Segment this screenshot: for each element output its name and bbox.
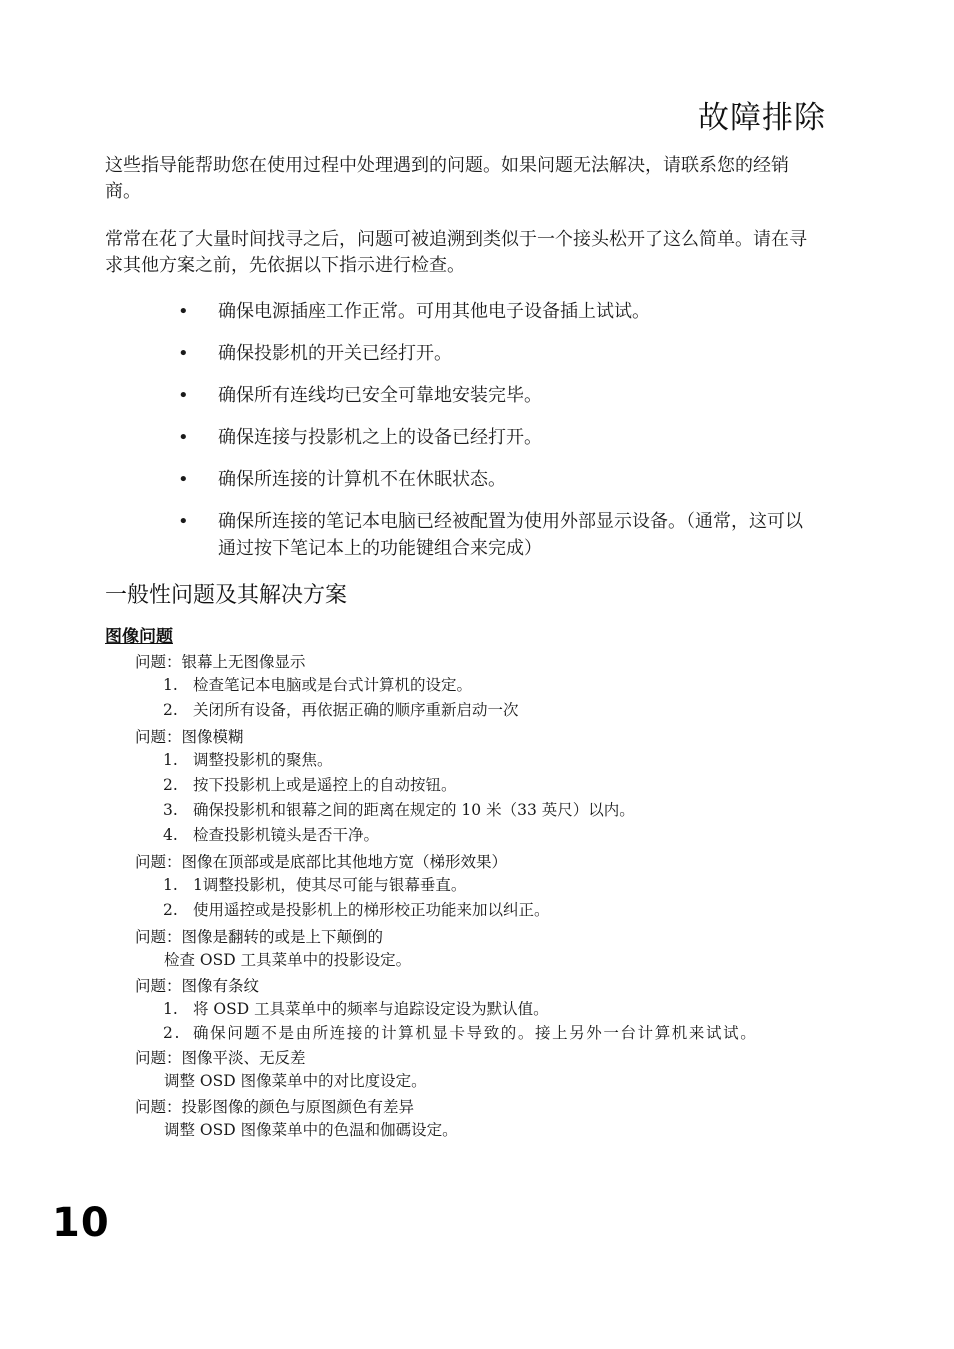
problem-block — [135, 976, 835, 1044]
problem-block — [135, 652, 835, 723]
list-item — [178, 340, 818, 367]
step-number: 2. — [163, 776, 178, 794]
intro-paragraph: 常常在花了大量时间找寻之后，问题可被追溯到类似于一个接头松开了这么简单。请在寻求其他方案之前，先依据以下指示进行检查。 — [105, 229, 807, 276]
step-text: 使用遥控或是投影机上的梯形校正功能来加以纠正。 — [193, 901, 550, 919]
step-text: 确保投影机和银幕之间的距离在规定的 10 米（33 英尺）以内。 — [193, 801, 635, 819]
step-item — [135, 673, 835, 698]
step-item — [135, 798, 835, 823]
step-item — [135, 773, 835, 798]
step-number: 2. — [163, 901, 178, 919]
list-item-text: 确保所连接的计算机不在休眠状态。 — [218, 469, 506, 490]
step-text: 1调整投影机，使其尽可能与银幕垂直。 — [193, 876, 467, 894]
solution-text: 调整 OSD 图像菜单中的对比度设定。 — [164, 1072, 427, 1090]
list-item — [178, 382, 818, 409]
step-number: 1. — [163, 676, 178, 694]
bullet-icon: • — [178, 469, 189, 490]
problem-question: 问题：图像模糊 — [135, 728, 244, 746]
list-item — [178, 424, 818, 451]
problem-question: 问题：投影图像的颜色与原图颜色有差异 — [135, 1098, 415, 1116]
step-item — [135, 823, 835, 848]
solution-text: 检查 OSD 工具菜单中的投影设定。 — [164, 951, 412, 969]
subsection-heading: 图像问题 — [105, 627, 173, 647]
intro-paragraph: 这些指导能帮助您在使用过程中处理遇到的问题。如果问题无法解决，请联系您的经销商。 — [105, 155, 789, 202]
section-heading: 一般性问题及其解决方案 — [105, 583, 348, 608]
step-text: 关闭所有设备，再依据正确的顺序重新启动一次 — [193, 701, 519, 719]
step-item — [135, 898, 835, 923]
solution-steps — [135, 873, 835, 923]
problem-question: 问题：图像有条纹 — [135, 977, 260, 995]
step-text: 将 OSD 工具菜单中的频率与追踪设定设为默认值。 — [193, 1000, 549, 1018]
bullet-icon: • — [178, 301, 189, 322]
step-number: 2. — [163, 1024, 181, 1042]
step-item — [135, 1022, 835, 1044]
step-text: 检查投影机镜头是否干净。 — [193, 826, 380, 844]
solution-steps — [135, 997, 835, 1044]
page-number: 10 — [52, 1200, 110, 1246]
step-number: 4. — [163, 826, 178, 844]
checklist — [178, 298, 818, 562]
list-item — [178, 466, 818, 493]
bullet-icon: • — [178, 343, 189, 364]
step-text: 按下投影机上或是遥控上的自动按钮。 — [193, 776, 457, 794]
step-item — [135, 997, 835, 1022]
step-number: 3. — [163, 801, 178, 819]
solution-steps — [135, 673, 835, 723]
step-number: 1. — [163, 876, 178, 894]
problem-list — [135, 652, 835, 1146]
step-number: 1. — [163, 751, 178, 769]
step-number: 2. — [163, 701, 178, 719]
step-text: 检查笔记本电脑或是台式计算机的设定。 — [193, 676, 473, 694]
list-item-text: 确保所连接的笔记本电脑已经被配置为使用外部显示设备。（通常，这可以通过按下笔记本上的功能键组合来完成） — [218, 511, 803, 559]
list-item-text: 确保连接与投影机之上的设备已经打开。 — [218, 427, 542, 448]
step-item — [135, 698, 835, 723]
problem-question: 问题：图像平淡、无反差 — [135, 1049, 306, 1067]
list-item — [178, 508, 818, 562]
list-item-text: 确保所有连线均已安全可靠地安装完毕。 — [218, 385, 542, 406]
problem-question: 问题：图像是翻转的或是上下颠倒的 — [135, 928, 384, 946]
solution-steps — [135, 748, 835, 848]
list-item-text: 确保投影机的开关已经打开。 — [218, 343, 452, 364]
problem-block — [135, 1048, 835, 1093]
list-item-text: 确保电源插座工作正常。可用其他电子设备插上试试。 — [218, 301, 650, 322]
step-number: 1. — [163, 1000, 178, 1018]
step-item — [135, 873, 835, 898]
page-title: 故障排除 — [698, 100, 826, 136]
problem-block — [135, 927, 835, 972]
problem-block — [135, 1097, 835, 1142]
step-text: 确保问题不是由所连接的计算机显卡导致的。接上另外一台计算机来试试。 — [193, 1024, 758, 1042]
problem-block — [135, 852, 835, 923]
problem-question: 问题：银幕上无图像显示 — [135, 653, 306, 671]
bullet-icon: • — [178, 385, 189, 406]
solution-text: 调整 OSD 图像菜单中的色温和伽碼设定。 — [164, 1121, 458, 1139]
step-text: 调整投影机的聚焦。 — [193, 751, 333, 769]
problem-question: 问题：图像在顶部或是底部比其他地方宽（梯形效果） — [135, 853, 508, 871]
bullet-icon: • — [178, 427, 189, 448]
list-item — [178, 298, 818, 325]
bullet-icon: • — [178, 511, 189, 532]
problem-block — [135, 727, 835, 848]
step-item — [135, 748, 835, 773]
